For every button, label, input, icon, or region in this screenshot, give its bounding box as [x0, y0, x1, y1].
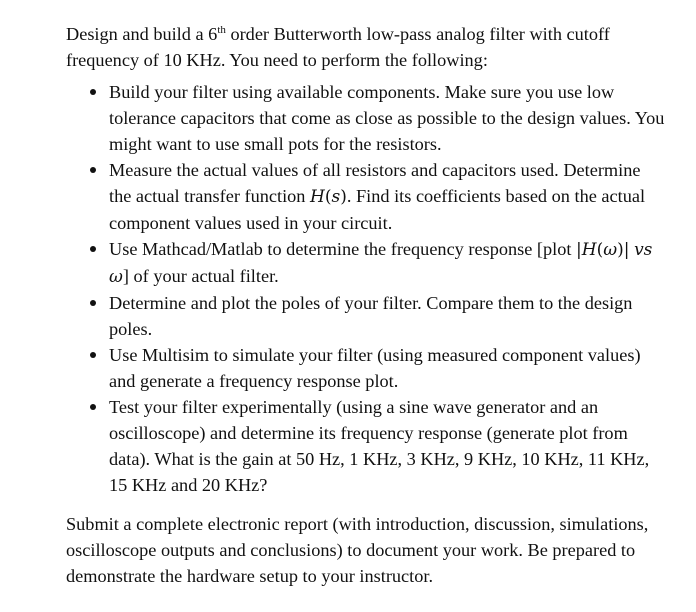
task-item-test: [66, 394, 666, 498]
task-text-start: Measure the actual values of all resistors and capacitors used. Determine the actual transfer function: [109, 160, 641, 206]
intro-text-end: order Butterworth low-pass analog filter with cutoff frequency of 10 KHz. You need to perform the following:: [66, 24, 610, 70]
task-item-mathcad: [66, 236, 666, 290]
bullet-icon: [90, 167, 96, 173]
math-vs: vs: [634, 240, 653, 260]
task-text: Build your filter using available components. Make sure you use low tolerance capacitors that come as close as possible to the design values. You might want to use small pots for the resistors.: [109, 82, 665, 154]
ordinal-superscript: th: [217, 24, 226, 36]
task-text-end: ] of your actual filter.: [122, 266, 279, 286]
math-H: H: [581, 240, 597, 260]
bullet-icon: [90, 404, 96, 410]
task-item-poles: [66, 290, 666, 342]
math-paren-close: ): [617, 240, 624, 260]
math-bar-open: |: [576, 240, 582, 260]
task-text-start: Use Mathcad/Matlab to determine the frequency response [plot: [109, 239, 577, 259]
math-omega: ω: [603, 240, 618, 260]
task-text: Test your filter experimentally (using a sine wave generator and an oscilloscope) and determine its frequency response (generate plot from data). What is the gain at 50 Hz, 1 KHz, 3 KHz, 9 KHz, 10 KHz, 11 KHz, 15 KHz and 20 KHz?: [109, 397, 650, 495]
task-item-measure: [66, 157, 666, 236]
intro-paragraph: [66, 21, 666, 73]
bullet-icon: [90, 246, 96, 252]
math-paren-close: ): [340, 187, 347, 207]
bullet-icon: [90, 352, 96, 358]
task-text: Use Multisim to simulate your filter (using measured component values) and generate a frequency response plot.: [109, 345, 641, 391]
intro-text-start: Design and build a 6: [66, 24, 218, 44]
assignment-document: [66, 21, 666, 589]
task-item-build: [66, 79, 666, 157]
math-H: H: [310, 187, 325, 207]
math-s: s: [331, 187, 341, 207]
bullet-icon: [90, 300, 96, 306]
task-list: [66, 79, 666, 498]
math-omega: ω: [109, 267, 123, 287]
task-text: Determine and plot the poles of your filter. Compare them to the design poles.: [109, 293, 633, 339]
math-paren-open: (: [324, 187, 332, 207]
math-paren-open: (: [596, 240, 604, 260]
task-item-multisim: [66, 342, 666, 394]
closing-paragraph: Submit a complete electronic report (with introduction, discussion, simulations, oscilloscope outputs and conclusions) to document your work. Be prepared to demonstrate the hardware setup to your instructor.: [66, 514, 649, 586]
math-bar-close: |: [623, 240, 630, 260]
bullet-icon: [90, 89, 96, 95]
task-text-end: . Find its coefficients based on the actual component values used in your circuit.: [109, 186, 646, 233]
